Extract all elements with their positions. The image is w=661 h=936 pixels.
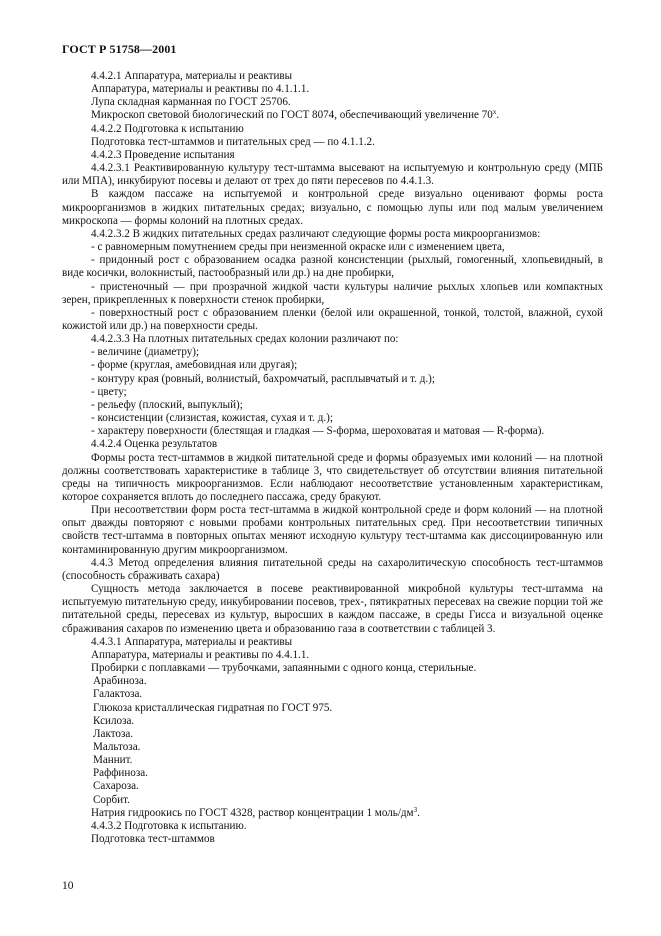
test-strain-preparation: Подготовка тест-штаммов	[91, 833, 215, 846]
each-passage-paragraph: В каждом пассаже на испытуемой и контрольной среде визуально оценивают формы роста микроорганизмов в жидких питательных средах; визуально, с помощью лупы или под малым увеличением микроскопа — формы колоний на плотных средах.	[62, 188, 603, 227]
sugar-item: Ксилоза.	[93, 714, 135, 727]
solid-colony-item: - консистенции (слизистая, кожистая, сухая и т. д.);	[91, 412, 333, 425]
solid-colony-item: - цвету;	[91, 385, 127, 398]
microscope-text: Микроскоп световой биологический по ГОСТ 8074, обеспечивающий увеличение 70	[91, 109, 493, 122]
section-4-4-3-1-heading: 4.4.3.1 Аппаратура, материалы и реактивы	[91, 635, 293, 648]
section-4-4-2-4-heading: 4.4.2.4 Оценка результатов	[91, 438, 218, 451]
float-tubes-line: Пробирки с поплавками — трубочками, запаянными с одного конца, стерильные.	[91, 662, 477, 675]
microscope-line	[62, 109, 603, 122]
equipment-reference: Аппаратура, материалы и реактивы по 4.4.1.1.	[91, 648, 310, 661]
solid-colony-item: - величине (диаметру);	[91, 346, 200, 359]
liquid-growth-item: - придонный рост с образованием осадка разной консистенции (рыхлый, гомогенный, хлопьевидный, в виде косички, волокнистый, пастообразный или др.) на дне пробирки,	[62, 254, 603, 280]
document-body	[62, 70, 603, 846]
sugar-item: Арабиноза.	[93, 675, 147, 688]
sugar-item: Сахароза.	[93, 780, 139, 793]
magnification-sup: x	[492, 108, 497, 117]
equipment-reference: Аппаратура, материалы и реактивы по 4.1.1.1.	[91, 83, 310, 96]
sugar-item: Галактоза.	[93, 688, 143, 701]
section-4-4-3-heading: 4.4.3 Метод определения влияния питательной среды на сахаролитическую способность тест-штаммов (способность сбраживать сахара)	[62, 556, 603, 582]
sugar-item: Мальтоза.	[93, 740, 141, 753]
sugar-item: Лактоза.	[93, 727, 134, 740]
results-paragraph: Формы роста тест-штаммов в жидкой питательной среде и формы образуемых ими колоний — на плотной должны соответствовать характеристике в таблице 3, что свидетельствует об отсутствии влияния питательной среды на типичность микроорганизмов. Если наблюдают несоответствие установленным характеристикам, которое сохраняется вплоть до последнего пассажа, среду бракуют.	[62, 451, 603, 503]
section-4-4-3-2-heading: 4.4.3.2 Подготовка к испытанию.	[91, 819, 247, 832]
section-4-4-2-3-3-paragraph: 4.4.2.3.3 На плотных питательных средах колонии различают по:	[91, 333, 399, 346]
liquid-growth-item: - с равномерным помутнением среды при неизменной окраске или с изменением цвета,	[91, 241, 505, 254]
section-4-4-2-2-heading: 4.4.2.2 Подготовка к испытанию	[91, 122, 244, 135]
section-4-4-2-3-2-paragraph: 4.4.2.3.2 В жидких питательных средах различают следующие формы роста микроорганизмов:	[91, 227, 541, 240]
solid-colony-item: - рельефу (плоский, выпуклый);	[91, 398, 243, 411]
standard-header: ГОСТ Р 51758—2001	[62, 42, 177, 56]
section-4-4-2-3-heading: 4.4.2.3 Проведение испытания	[91, 148, 235, 161]
mismatch-paragraph: При несоответствии форм роста тест-штамма в жидкой контрольной среде и форм колоний — на плотной опыт дважды повторяют с новыми пробами контрольных питательных сред. При несоответствии типичных свойств тест-штамма в повторных опытах меняют исходную культуру тест-штамма как диссоциированную или контаминированную другим микроорганизмом.	[62, 504, 603, 556]
solid-colony-item: - форме (круглая, амебовидная или другая);	[91, 359, 298, 372]
liquid-growth-item: - пристеночный — при прозрачной жидкой части культуры наличие рыхлых хлопьев или компактных зерен, прикрепленных к поверхности стенок пробирки,	[62, 280, 603, 306]
sodium-hydroxide-line	[62, 807, 603, 820]
section-4-4-2-3-1-paragraph: 4.4.2.3.1 Реактивированную культуру тест-штамма высевают на испытуемую и контрольную среду (МПБ или МПА), инкубируют посевы и делают от трех до пяти пересевов по 4.4.1.3.	[62, 162, 603, 188]
magnifier-line: Лупа складная карманная по ГОСТ 25706.	[91, 96, 291, 109]
sugar-item: Глюкоза кристаллическая гидратная по ГОСТ 975.	[93, 701, 333, 714]
solid-colony-item: - характеру поверхности (блестящая и гладкая — S-форма, шероховатая и матовая — R-форма).	[91, 425, 545, 438]
sugar-item: Раффиноза.	[93, 767, 148, 780]
preparation-text: Подготовка тест-штаммов и питательных сред — по 4.1.1.2.	[91, 135, 375, 148]
naoh-end: .	[417, 806, 420, 819]
naoh-text: Натрия гидроокись по ГОСТ 4328, раствор концентрации 1 моль/дм	[91, 806, 414, 819]
method-essence-paragraph: Сущность метода заключается в посеве реактивированной микробной культуры тест-штамма на испытуемую питательную среду, инкубировании посевов, трех-, пятикратных пересевах на свежие порции той же питательной среды, пересевах из культур, выросших в каждом пассаже, в среды Гисса и визуальной оценке сбраживания сахаров по изменению цвета и образованию газа в соответствии с таблицей 3.	[62, 583, 603, 635]
liquid-growth-item: - поверхностный рост с образованием пленки (белой или окрашенной, тонкой, толстой, влажной, сухой кожистой или др.) на поверхности среды.	[62, 306, 603, 332]
section-4-4-2-1-heading: 4.4.2.1 Аппаратура, материалы и реактивы	[91, 70, 293, 82]
microscope-end: .	[496, 109, 500, 122]
solid-colony-item: - контуру края (ровный, волнистый, бахромчатый, расплывчатый и т. д.);	[91, 372, 435, 385]
sugar-item: Маннит.	[93, 754, 133, 767]
sugar-item: Сорбит.	[93, 793, 130, 806]
naoh-unit-sup: 3	[413, 805, 418, 814]
page-number: 10	[62, 880, 74, 892]
